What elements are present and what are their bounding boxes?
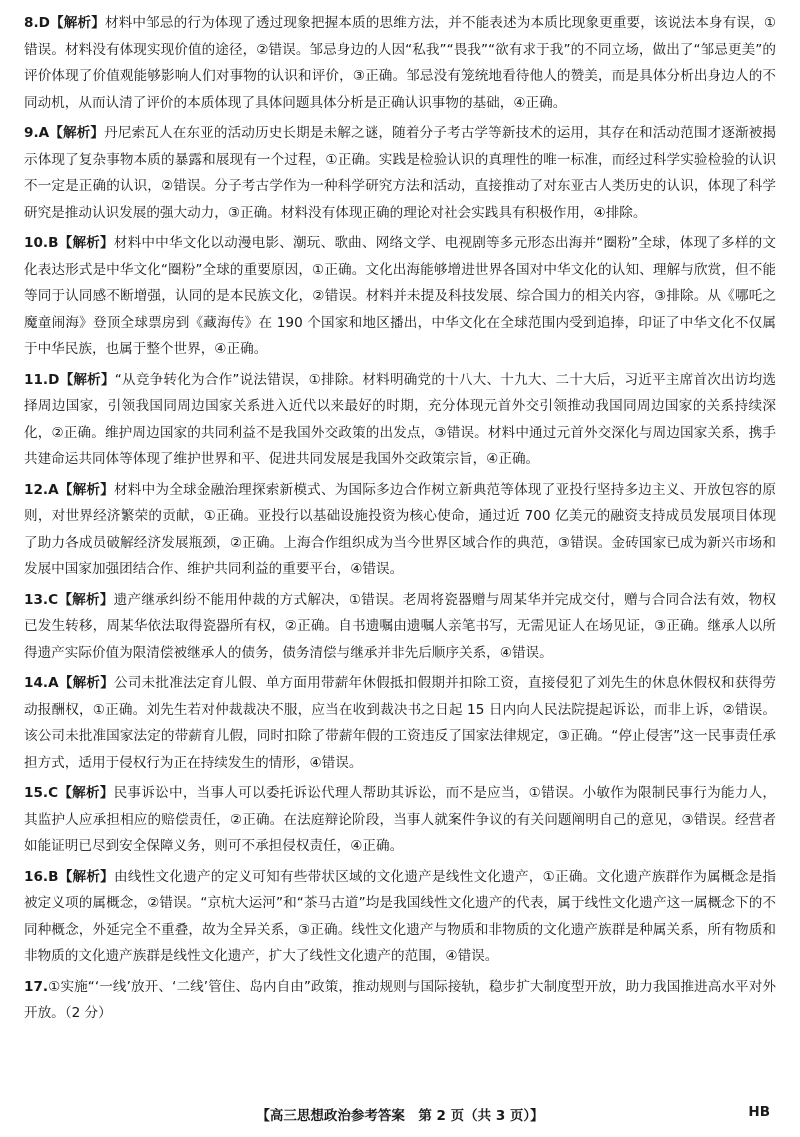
answer-letter: A (38, 125, 50, 141)
answer-letter: C (48, 785, 59, 801)
analysis-tag: 【解析】 (58, 785, 114, 801)
answer-item (24, 10, 776, 116)
footer-title: 【高三思想政治参考答案 第 2 页（共 3 页）】 (256, 1108, 544, 1124)
analysis-tag: 【解析】 (58, 868, 115, 885)
answer-letter: B (48, 868, 59, 885)
question-number: 17. (24, 978, 49, 995)
answer-item (24, 230, 776, 363)
answer-item (24, 974, 776, 1027)
answer-text: 民事诉讼中，当事人可以委托诉讼代理人帮助其诉讼，而不是应当，①错误。小敏作为限制民事行为能力人，其监护人应承担相应的赔偿责任，②正确。在法庭辩论阶段，当事人就案件争议的有关问题阐明自己的意见，③错误。经营者如能证明已尽到安全保障义务，则可不承担侵权责任，④正确。 (24, 785, 777, 854)
answer-letter: D (38, 15, 50, 31)
answer-item (24, 477, 776, 583)
question-number: 8. (24, 15, 39, 31)
answer-text: 材料中中华文化以动漫电影、潮玩、歌曲、网络文学、电视剧等多元形态出海并“圈粉”全球，体现了多样的文化表达形式是中华文化“圈粉”全球的重要原因，①正确。文化出海能够增进世界各国对中华文化的认知、理解与欣赏，但不能等同于认同感不断增强，认同的是本民族文化，②错误。材料并未提及科技发展、综合国力的相关内容，③排除。从《哪吒之魔童闹海》登顶全球票房到《藏海传》在 190 个国家和地区播出，中华文化在全球范围内受到追捧，印证了中华文化不仅属于中华民族，也属于整个世界，④正确。 (24, 235, 776, 357)
answer-letter: D (48, 371, 60, 388)
answer-text: 材料中为全球金融治理探索新模式、为国际多边合作树立新典范等体现了亚投行坚持多边主义、开放包容的原则，对世界经济繁荣的贡献，①正确。亚投行以基础设施投资为核心使命，通过近 700 亿美元的融资支持成员发展项目体现了助力各成员破解经济发展瓶颈，②正确。上海合作组织成为当今世界区域合作的典范，③错误。金砖国家已成为新兴市场和发展中国家加强团结合作、维护共同利益的重要平台，④错误。 (24, 481, 777, 577)
answer-text: 由线性文化遗产的定义可知有些带状区域的文化遗产是线性文化遗产，①正确。文化遗产族群作为属概念是指被定义项的属概念，②错误。“京杭大运河”和“茶马古道”均是我国线性文化遗产的代表，属于线性文化遗产这一属概念下的不同种概念，外延完全不重叠，故为全异关系，③正确。线性文化遗产与物质和非物质的文化遗产族群是种属关系，所有物质和非物质的文化遗产族群是线性文化遗产，扩大了线性文化遗产的范围，④错误。 (24, 868, 777, 964)
answer-item (24, 120, 776, 226)
question-number: 11. (24, 371, 49, 388)
answer-text: 丹尼索瓦人在东亚的活动历史长期是未解之谜，随着分子考古学等新技术的运用，其存在和活动范围才逐渐被揭示体现了复杂事物本质的暴露和展现有一个过程，①正确。实践是检验认识的真理性的唯一标准，而经过科学实验检验的认识不一定是正确的认识，②错误。分子考古学作为一种科学研究方法和活动，直接推动了对东亚古人类历史的认识，体现了科学研究是推动认识发展的强大动力，③正确。材料没有体现正确的理论对社会实践具有积极作用，④排除。 (24, 125, 777, 221)
answer-text: 遗产继承纠纷不能用仲裁的方式解决，①错误。老周将瓷器赠与周某华并完成交付，赠与合同合法有效，物权已发生转移，周某华依法取得瓷器所有权，②正确。自书遗嘱由遗嘱人亲笔书写，无需见证人在场见证，③正确。继承人以所得遗产实际价值为限清偿被继承人的债务，债务清偿与继承并非先后顺序关系，④错误。 (24, 591, 777, 661)
answer-item (24, 670, 776, 776)
question-number: 15. (24, 785, 49, 801)
analysis-tag: 【解析】 (58, 675, 115, 691)
analysis-tag: 【解析】 (58, 235, 114, 251)
analysis-tag: 【解析】 (49, 15, 105, 31)
analysis-tag: 【解析】 (58, 591, 114, 608)
answer-item (24, 864, 776, 970)
question-number: 12. (24, 481, 49, 498)
question-number: 9. (24, 125, 39, 141)
question-number: 16. (24, 868, 49, 885)
answer-letter: C (48, 591, 59, 608)
analysis-tag: 【解析】 (58, 481, 115, 498)
answer-letter: B (48, 235, 59, 251)
answer-text: ①实施“‘一线’放开、‘二线’管住、岛内自由”政策，推动规则与国际接轨，稳步扩大制度型开放，助力我国推进高水平对外开放。（2 分） (24, 978, 776, 1021)
answer-text: “从竞争转化为合作”说法错误，①排除。材料明确党的十八大、十九大、二十大后，习近平主席首次出访均选择周边国家，引领我国同周边国家关系进入近代以来最好的时期，充分体现元首外交引领推动我国同周边国家的关系持续深化，②正确。维护周边国家的共同利益不是我国外交政策的出发点，③错误。材料中通过元首外交深化与周边国家关系，携手共建命运共同体等体现了维护世界和平、促进共同发展是我国外交政策宗旨，④正确。 (24, 371, 776, 467)
answer-item (24, 367, 776, 473)
answer-list (24, 10, 776, 1027)
answer-letter: A (48, 481, 59, 498)
answer-letter: A (48, 675, 59, 691)
answer-item (24, 780, 776, 860)
page-footer (0, 1104, 800, 1126)
question-number: 10. (24, 235, 49, 251)
answer-text: 公司未批准法定育儿假、单方面用带薪年休假抵扣假期并扣除工资，直接侵犯了刘先生的休息休假权和获得劳动报酬权，①正确。刘先生若对仲裁裁决不服，应当在收到裁决书之日起 15 日内向人民法院提起诉讼，而非上诉，②错误。该公司未批准国家法定的带薪育儿假，同时扣除了带薪年假的工资违反了国家法律规定，③正确。“停止侵害”这一民事责任承担方式，适用于侵权行为正在持续发生的情形，④错误。 (24, 675, 777, 771)
analysis-tag: 【解析】 (49, 125, 105, 141)
question-number: 13. (24, 591, 49, 608)
question-number: 14. (24, 675, 49, 691)
footer-code: HB (748, 1104, 770, 1120)
answer-item (24, 587, 776, 667)
answer-text: 材料中邹忌的行为体现了透过现象把握本质的思维方法，并不能表述为本质比现象更重要，该说法本身有误，①错误。材料没有体现实现价值的途径，②错误。邹忌身边的人因“私我”“畏我”“欲有求于我”的不同立场，做出了“邹忌更美”的评价体现了价值观能够影响人们对事物的认识和评价，③正确。邹忌没有笼统地看待他人的赞美，而是具体分析出身边人的不同动机，从而认清了评价的本质体现了具体问题具体分析是正确认识事物的基础，④正确。 (24, 15, 777, 111)
analysis-tag: 【解析】 (59, 371, 115, 388)
